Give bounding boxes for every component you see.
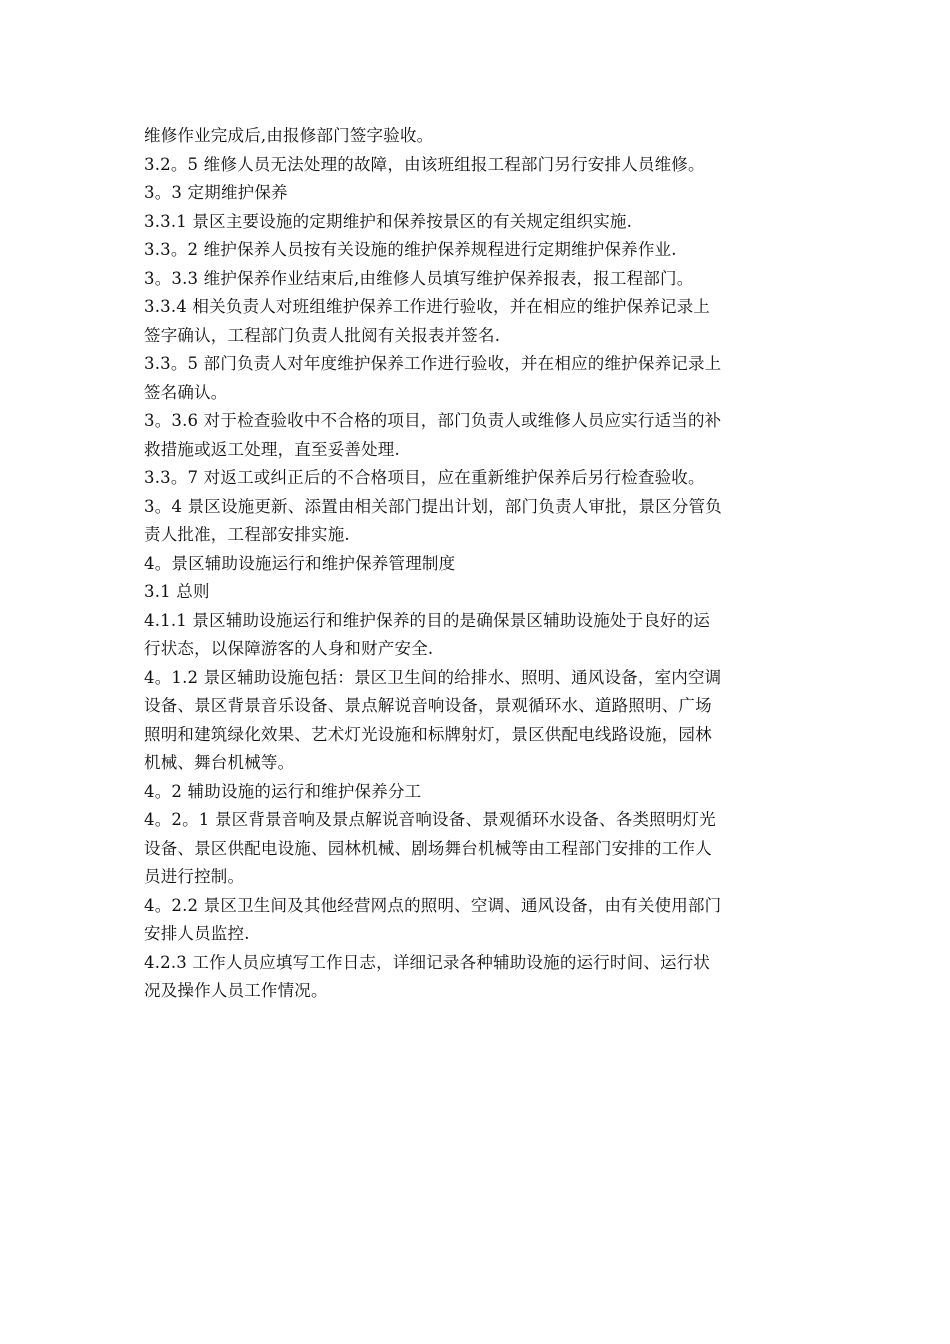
text-line: 设备、景区供配电设施、园林机械、剧场舞台机械等由工程部门安排的工作人 bbox=[144, 838, 712, 858]
text-line: 4.2.3 工作人员应填写工作日志，详细记录各种辅助设施的运行时间、运行状 bbox=[144, 952, 711, 972]
text-line: 签名确认。 bbox=[144, 382, 228, 402]
text-line: 3.3。7 对返工或纠正后的不合格项目，应在重新维护保养后另行检查验收。 bbox=[144, 468, 705, 487]
section-heading: 4。景区辅助设施运行和维护保养管理制度 bbox=[144, 553, 456, 573]
text-line: 4。2。1 景区背景音响及景点解说音响设备、景观循环水设备、各类照明灯光 bbox=[144, 810, 716, 829]
text-line: 机械、舞台机械等。 bbox=[144, 753, 295, 772]
text-line: 4。1.2 景区辅助设施包括：景区卫生间的给排水、照明、通风设备，室内空调 bbox=[144, 667, 722, 687]
text-line: 3.2。5 维修人员无法处理的故障，由该班组报工程部门另行安排人员维修。 bbox=[144, 154, 705, 174]
text-line: 安排人员监控. bbox=[144, 924, 250, 943]
text-line: 3.3。5 部门负责人对年度维护保养工作进行验收，并在相应的维护保养记录上 bbox=[144, 354, 722, 373]
section-heading: 3.1 总则 bbox=[144, 582, 210, 601]
text-line: 员进行控制。 bbox=[144, 867, 245, 886]
section-heading: 4。2 辅助设施的运行和维护保养分工 bbox=[144, 781, 422, 801]
text-line: 行状态，以保障游客的人身和财产安全. bbox=[144, 639, 434, 658]
text-line: 4.1.1 景区辅助设施运行和维护保养的目的是确保景区辅助设施处于良好的运 bbox=[144, 610, 711, 630]
text-line: 设备、景区背景音乐设备、景点解说音响设备，景观循环水、道路照明、广场 bbox=[144, 696, 712, 715]
text-line: 责人批准，工程部安排实施. bbox=[144, 525, 350, 544]
text-line: 3.3。2 维护保养人员按有关设施的维护保养规程进行定期维护保养作业. bbox=[144, 240, 677, 259]
text-line: 3。3.6 对于检查验收中不合格的项目，部门负责人或维修人员应实行适当的补 bbox=[144, 411, 722, 430]
text-line: 4。2.2 景区卫生间及其他经营网点的照明、空调、通风设备，由有关使用部门 bbox=[144, 895, 722, 915]
text-line: 维修作业完成后,由报修部门签字验收。 bbox=[144, 126, 434, 145]
text-line: 3.3.4 相关负责人对班组维护保养工作进行验收，并在相应的维护保养记录上 bbox=[144, 297, 711, 316]
text-line: 3.3.1 景区主要设施的定期维护和保养按景区的有关规定组织实施. bbox=[144, 211, 633, 231]
text-line: 3。3.3 维护保养作业结束后,由维修人员填写维护保养报表，报工程部门。 bbox=[144, 268, 694, 288]
document-body bbox=[144, 122, 812, 1006]
text-line: 照明和建筑绿化效果、艺术灯光设施和标牌射灯，景区供配电线路设施，园林 bbox=[144, 724, 712, 744]
text-line: 3。4 景区设施更新、添置由相关部门提出计划，部门负责人审批，景区分管负 bbox=[144, 496, 722, 516]
text-line: 签字确认，工程部门负责人批阅有关报表并签名. bbox=[144, 325, 501, 345]
section-heading: 3。3 定期维护保养 bbox=[144, 183, 288, 202]
text-line: 况及操作人员工作情况。 bbox=[144, 981, 328, 1000]
text-line: 救措施或返工处理，直至妥善处理. bbox=[144, 439, 400, 459]
